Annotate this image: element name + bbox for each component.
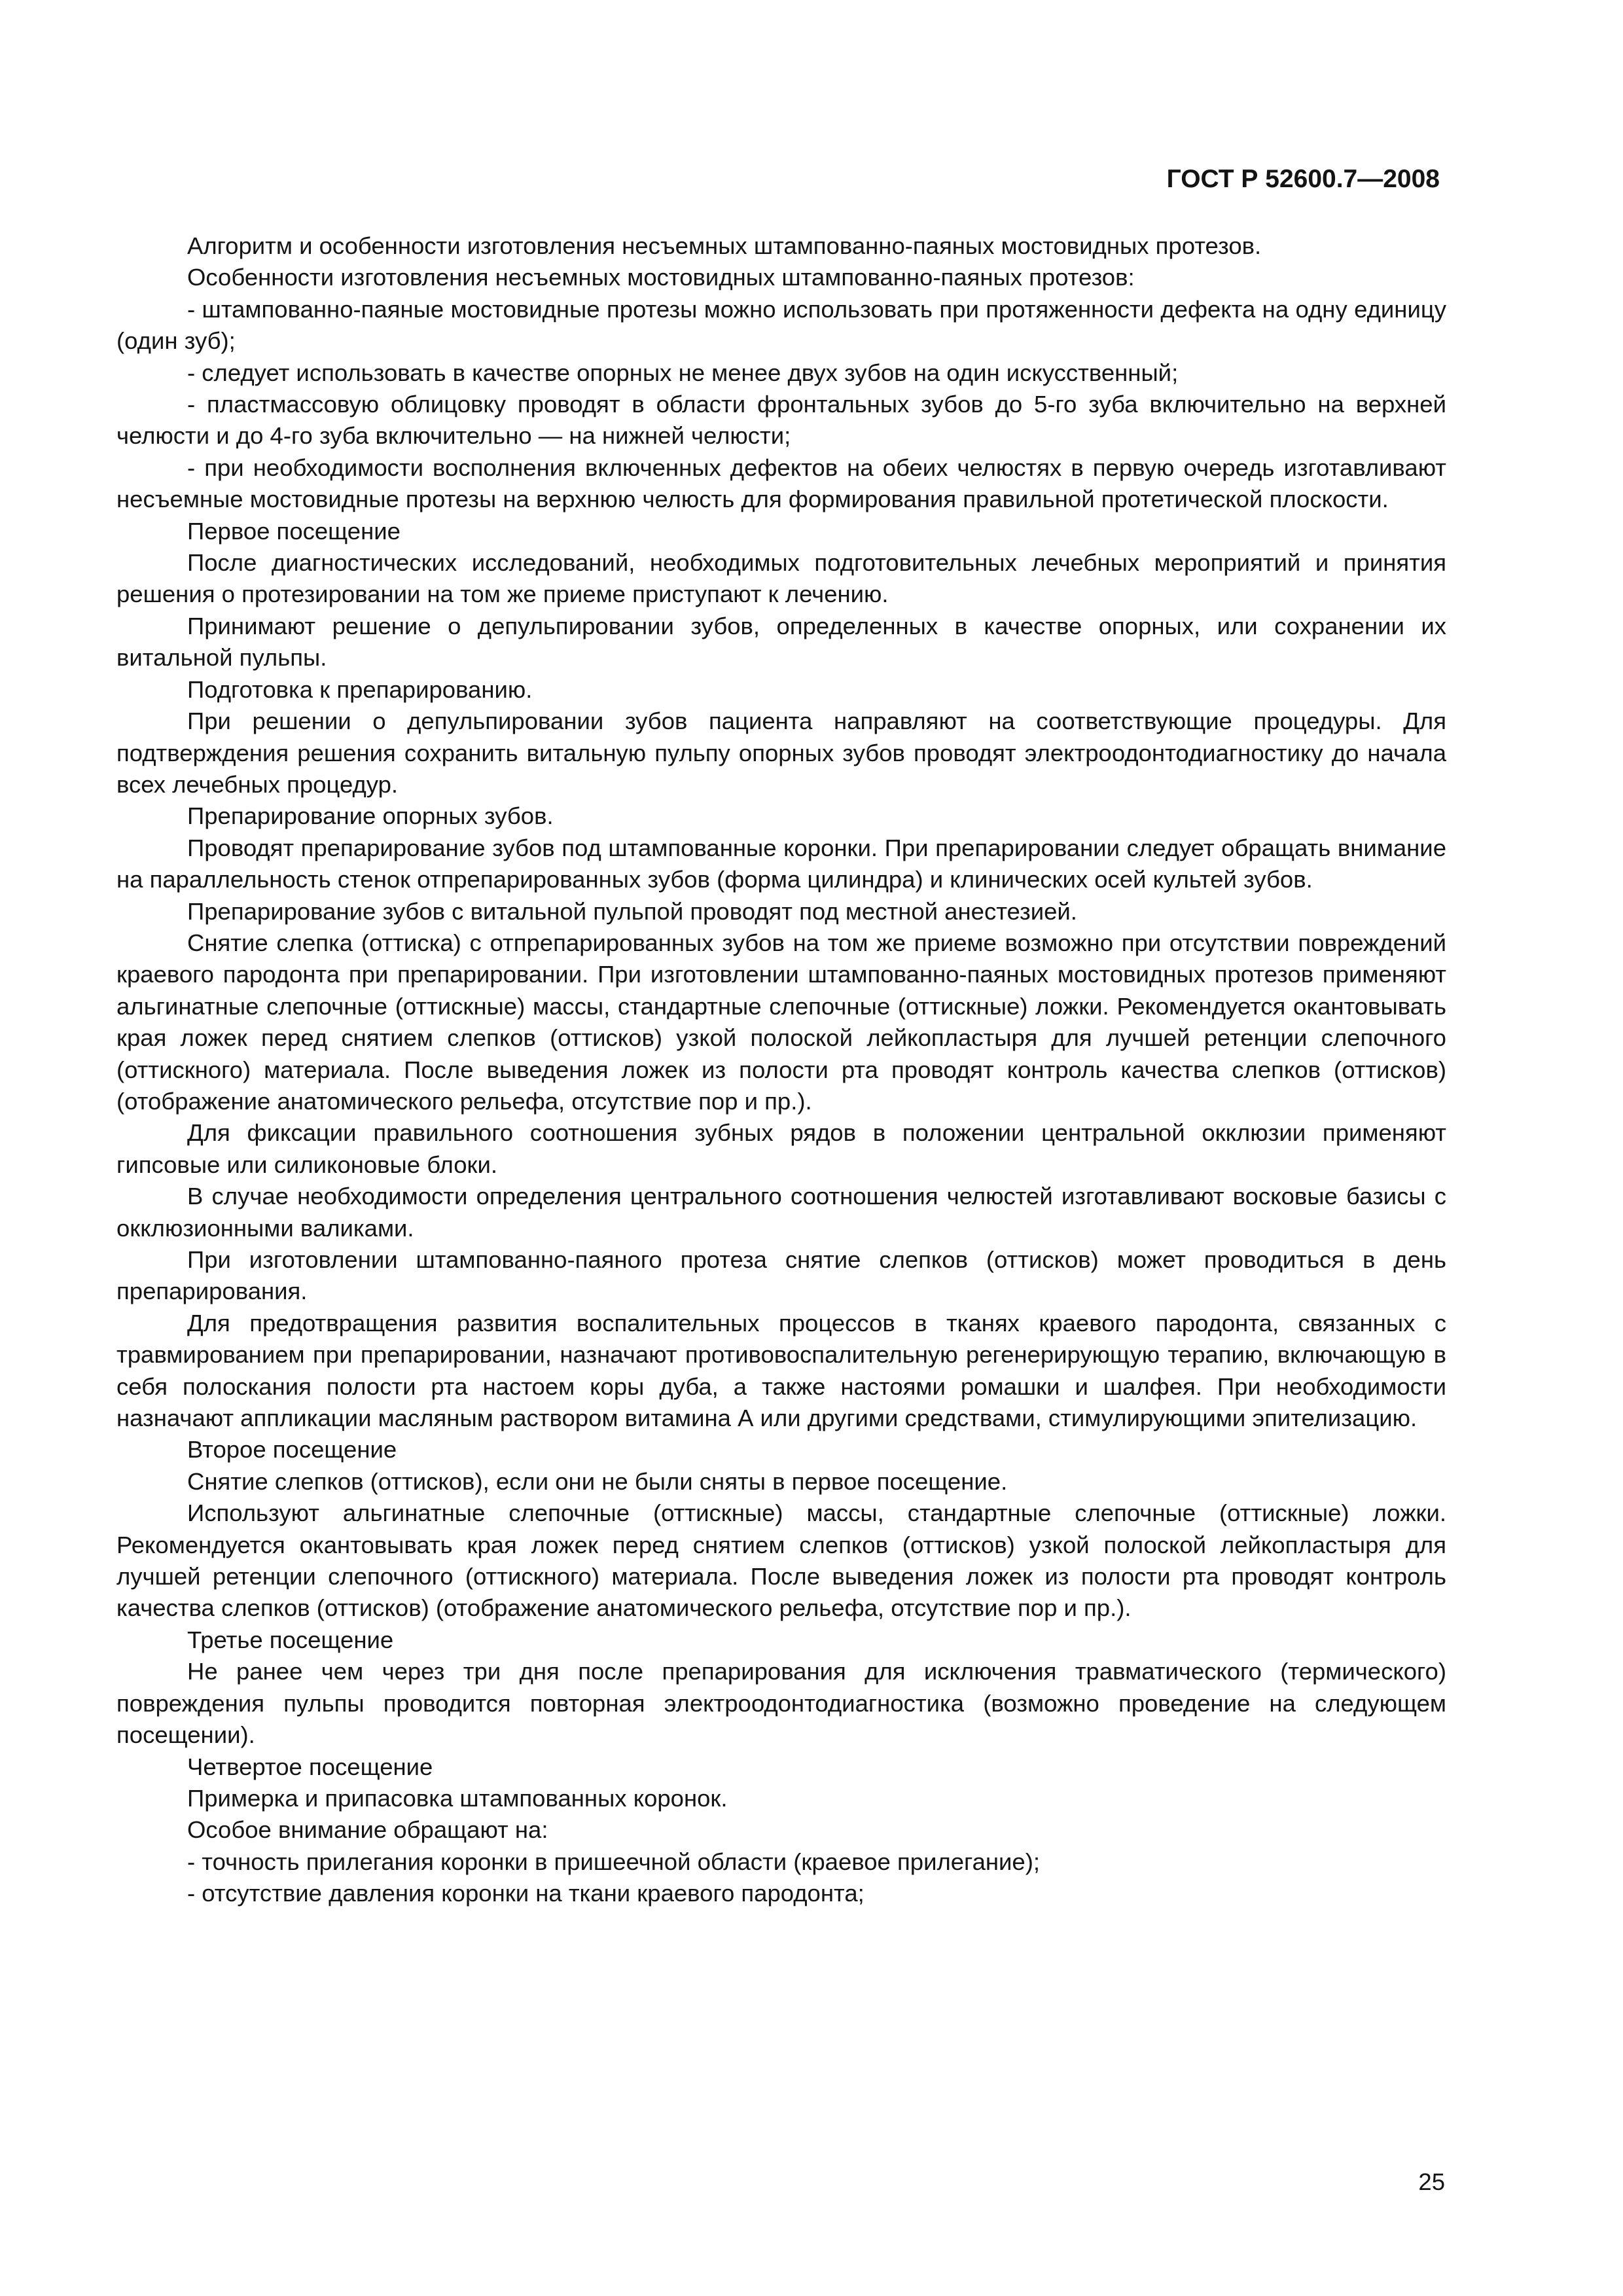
list-item: - при необходимости восполнения включенных дефектов на обеих челюстях в первую очередь изготавливают несъемные мостовидные протезы на верхнюю челюсть для формирования правильной протетической плоскости.	[116, 454, 1446, 513]
document-id: ГОСТ Р 52600.7—2008	[1166, 165, 1440, 193]
section-heading: Третье посещение	[187, 1626, 394, 1653]
paragraph: Для фиксации правильного соотношения зубных рядов в положении центральной окклюзии применяют гипсовые или силиконовые блоки.	[116, 1119, 1446, 1178]
document-body	[116, 230, 1446, 1910]
list-item: - следует использовать в качестве опорных не менее двух зубов на один искусственный;	[187, 359, 1179, 386]
paragraph: Особое внимание обращают на:	[187, 1816, 548, 1844]
section-heading: Четвертое посещение	[187, 1753, 433, 1780]
list-item: - пластмассовую облицовку проводят в области фронтальных зубов до 5-го зуба включительно на верхней челюсти и до 4-го зуба включительно — на нижней челюсти;	[116, 391, 1446, 450]
paragraph: В случае необходимости определения центрального соотношения челюстей изготавливают восковые базисы с окклюзионными валиками.	[116, 1183, 1446, 1242]
paragraph: Не ранее чем через три дня после препарирования для исключения травматического (термического) повреждения пульпы проводится повторная электроодонтодиагностика (возможно проведение на следующем посещении).	[116, 1658, 1446, 1749]
list-item: - штампованно-паяные мостовидные протезы можно использовать при протяженности дефекта на одну единицу (один зуб);	[116, 295, 1446, 355]
paragraph: Препарирование опорных зубов.	[187, 802, 554, 830]
paragraph: Снятие слепка (оттиска) с отпрепарированных зубов на том же приеме возможно при отсутствии повреждений краевого пародонта при препарировании. При изготовлении штампованно-паяных мостовидных протезов применяют альгинатные слепочные (оттискные) массы, стандартные слепочные (оттискные) ложки. Рекомендуется окантовывать края ложек перед снятием слепков (оттисков) узкой полоской лейкопластыря для лучшей ретенции слепочного (оттискного) материала. После выведения ложек из полости рта проводят контроль качества слепков (оттисков) (отображение анатомического рельефа, отсутствие пор и пр.).	[116, 929, 1446, 1115]
document-header	[1167, 164, 1440, 195]
paragraph: Снятие слепков (оттисков), если они не были сняты в первое посещение.	[187, 1467, 1008, 1495]
section-heading: Второе посещение	[187, 1436, 397, 1463]
section-heading: Первое посещение	[187, 517, 401, 545]
list-item: - отсутствие давления коронки на ткани краевого пародонта;	[187, 1880, 865, 1907]
paragraph: После диагностических исследований, необходимых подготовительных лечебных мероприятий и принятия решения о протезировании на том же приеме приступают к лечению.	[116, 549, 1446, 608]
page-number: 25	[1418, 2168, 1445, 2195]
paragraph: При изготовлении штампованно-паяного протеза снятие слепков (оттисков) может проводиться в день препарирования.	[116, 1246, 1446, 1305]
paragraph: Подготовка к препарированию.	[187, 675, 533, 703]
paragraph: Для предотвращения развития воспалительных процессов в тканях краевого пародонта, связанных с травмированием при препарировании, назначают противовоспалительную регенерирующую терапию, включающую в себя полоскания полости рта настоем коры дуба, а также настоями ромашки и шалфея. При необходимости назначают аппликации масляным раствором витамина А или другими средствами, стимулирующими эпителизацию.	[116, 1309, 1446, 1432]
paragraph: Используют альгинатные слепочные (оттискные) массы, стандартные слепочные (оттискные) ложки. Рекомендуется окантовывать края ложек перед снятием слепков (оттисков) узкой полоской лейкопластыря для лучшей ретенции слепочного (оттискного) материала. После выведения ложек из полости рта проводят контроль качества слепков (оттисков) (отображение анатомического рельефа, отсутствие пор и пр.).	[116, 1499, 1446, 1622]
paragraph: Препарирование зубов с витальной пульпой проводят под местной анестезией.	[187, 897, 1077, 925]
paragraph: Примерка и припасовка штампованных коронок.	[187, 1784, 728, 1812]
paragraph: Особенности изготовления несъемных мостовидных штампованно-паяных протезов:	[187, 264, 1135, 291]
paragraph: Принимают решение о депульпировании зубов, определенных в качестве опорных, или сохранении их витальной пульпы.	[116, 612, 1446, 672]
paragraph: Проводят препарирование зубов под штампованные коронки. При препарировании следует обращать внимание на параллельность стенок отпрепарированных зубов (форма цилиндра) и клинических осей культей зубов.	[116, 834, 1446, 893]
paragraph: Алгоритм и особенности изготовления несъемных штампованно-паяных мостовидных протезов.	[187, 232, 1262, 259]
list-item: - точность прилегания коронки в пришеечной области (краевое прилегание);	[187, 1848, 1041, 1875]
paragraph: При решении о депульпировании зубов пациента направляют на соответствующие процедуры. Для подтверждения решения сохранить витальную пульпу опорных зубов проводят электроодонтодиагностику до начала всех лечебных процедур.	[116, 708, 1446, 798]
